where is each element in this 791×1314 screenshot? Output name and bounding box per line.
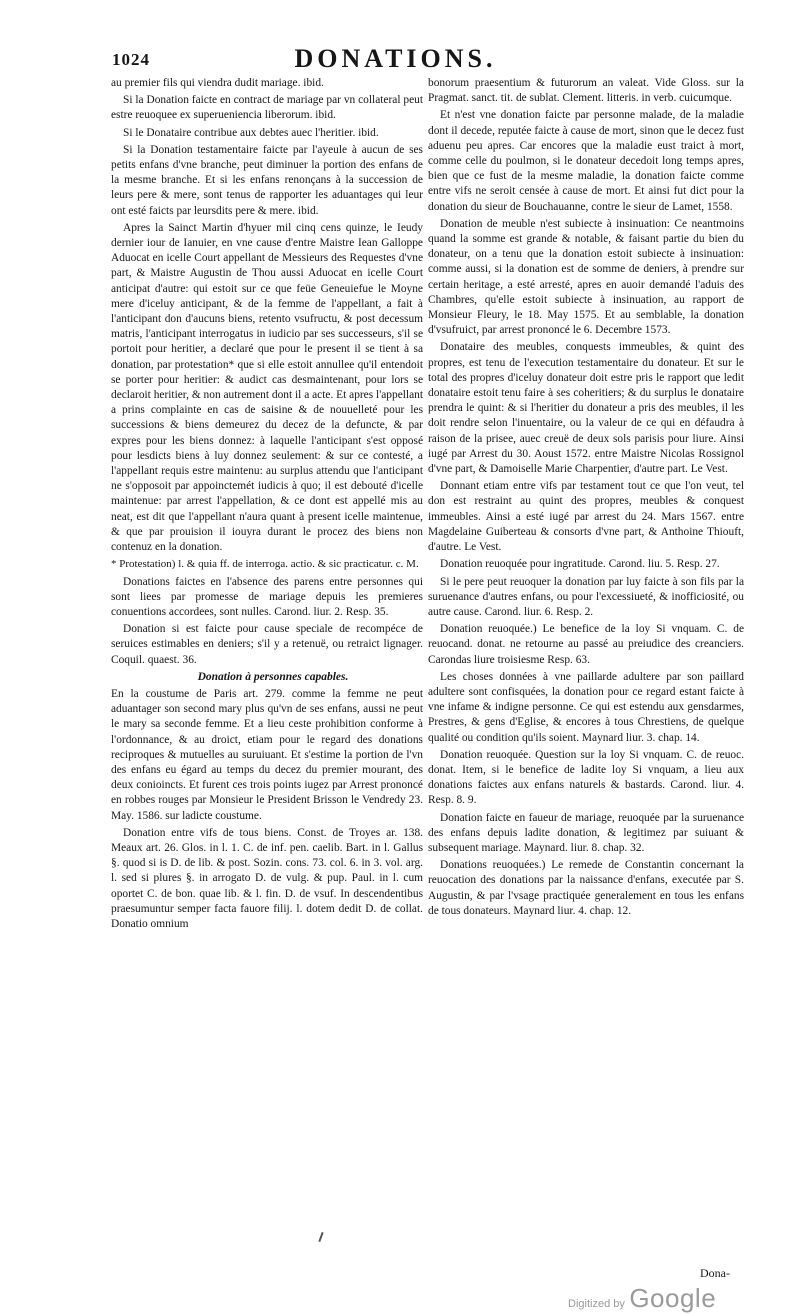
page-number: 1024 <box>112 50 150 69</box>
paragraph: Et n'est vne donation faicte par personne malade, de la maladie dont il decede, reputée faicte à cause de mort, sinon que le decez fust aduenu peu apres. Car encores que la maladie eust traict à mort, comme celle du poulmon, si le donateur decedoit long temps apres, bien que ce fust de la mesme maladie, la donation faicte comme entre vifs ne seroit censée à cause de mort. Et ainsi fut dict pour la donation du sieur de Bouchauanne, contre le sieur de Lamet, 1558. <box>428 109 744 213</box>
left-column <box>111 76 423 934</box>
paragraph: Si la Donation testamentaire faicte par l'ayeule à aucun de ses petits enfans d'vne branche, peut diminuer la portion des enfans de la mesme branche. Et si les enfans renonçans à la succession de leurs pere & mere, sont tenus de rapporter les aduantages qui leur ont esté faicts par leursdits pere & mere. ibid. <box>111 143 423 217</box>
paragraph: Les choses données à vne paillarde adultere par son paillard adultere sont confisquées, la donation pour ce regard estant faicte à vne infame & indigne personne. Ce qui est estendu aux gensdarmes, Prestres, & gens d'Eglise, & encores à tous Chrestiens, de quelque qualité ou condition qu'ils soient. Maynard liur. 3. chap. 14. <box>428 670 744 744</box>
paragraph: Donation faicte en faueur de mariage, reuoquée par la suruenance des enfans depuis ladite donation, & legitimez par suiuant & subsequent mariage. Maynard. liur. 8. chap. 32. <box>428 811 744 854</box>
paragraph: Si la Donation faicte en contract de mariage par vn collateral peut estre reuoquee ex superueniencia liberorum. ibid. <box>111 94 423 122</box>
right-column <box>428 76 744 921</box>
paragraph: Donations faictes en l'absence des parens entre personnes qui sont liees par promesse de mariage depuis les premieres conuentions accordees, sont nulles. Carond. liur. 2. Resp. 35. <box>111 575 423 618</box>
paragraph: Donation entre vifs de tous biens. Const. de Troyes ar. 138. Meaux art. 26. Glos. in l. 1. C. de inf. pen. caelib. Bart. in l. Gallus §. quod si is D. de lib. & post. Sozin. cons. 73. col. 6. in 3. vol. arg. l. sed si plures §. in arrogato D. de vulg. & pup. Paul. in l. cum oportet C. de bon. quae lib. & l. fin. D. de vsuf. In descendentibus praesumuntur semper facta fauore filij. l. dotem dedit D. de collat. Donatio omnium <box>111 826 423 930</box>
paragraph: au premier fils qui viendra dudit mariage. ibid. <box>111 77 324 89</box>
running-title: DONATIONS. <box>294 44 497 73</box>
paragraph: Donation reuoquée pour ingratitude. Carond. liu. 5. Resp. 27. <box>440 558 720 571</box>
marginal-note: * Protestation) l. & quia ff. de interroga. actio. & sic practicatur. c. M. <box>111 558 419 571</box>
stray-mark <box>318 1232 323 1242</box>
paragraph: Donation de meuble n'est subiecte à insinuation: Ce neantmoins quand la somme est grande & notable, & faisant partie du bien du donateur, on a tenu que la donation estoit subiecte à insinuation: comme aussi, si la donation est de somme de deniers, à prendre sur certain heritage, a esté arresté, apres en auoir demandé l'aduis des Chambres, qu'elle estoit subiecte à insinuation, au rapport de Monsieur Fleury, le 18. May 1575. Et au semblable, la donation d'vsufruict, par arrest prononcé le 6. Decembre 1573. <box>428 217 744 337</box>
paragraph: Donations reuoquées.) Le remede de Constantin concernant la reuocation des donations par la naissance d'enfans, executée par S. Augustin, & par l'vsage practiquée generalement en tous les enfans de tous donateurs. Maynard liur. 4. chap. 12. <box>428 859 744 917</box>
paragraph: Donnant etiam entre vifs par testament tout ce que l'on veut, tel don est restraint au quint des propres, meubles & conquest immeubles. Ainsi a esté iugé par arrest du 24. Mars 1567. entre Magdelaine Guiberteau & consorts d'vne part, & Anthoine Thiouft, d'autre. Le Vest. <box>428 480 744 554</box>
digitized-watermark <box>568 1283 716 1314</box>
paragraph: Donation reuoquée.) Le benefice de la loy Si vnquam. C. de reuocand. donat. ne retourne au passé au preiudice des creanciers. Carondas liure troisiesme Resp. 63. <box>428 623 744 666</box>
google-logo-text: Google <box>629 1283 717 1313</box>
paragraph: Donation reuoquée. Question sur la loy Si vnquam. C. de reuoc. donat. Item, si le benefice de ladite loy Si vnquam, a lieu aux donations faictes aux enfans naturels & bastards. Carond. liur. 4. Resp. 8. 9. <box>428 748 744 807</box>
section-heading: Donation à personnes capables. <box>197 670 349 683</box>
paragraph: Apres la Sainct Martin d'hyuer mil cinq cens quinze, le Ieudy dernier iour de Ianuier, en vne cause d'entre Maistre Iean Galloppe Aduocat en icelle Court appellant de Messieurs des Requestes d'vne part, & Maistre Augustin de Thou aussi Aduocat en icelle Court anticipat d'autre: qui estoit sur ce que feüe Geneuiefue le Moyne mere d'iceluy anticipant, & de la femme de l'appellant, a fait à l'anticipant don d'aucuns biens, retento vsufructu, & post decessum matris, l'anticipant interrogatus in iudicio par ses successeurs, s'il se portoit pour heritier, a declaré que pour le present il se tient à sa donation, par protestation* que si elle estoit annullee qu'il entendoit se porter pour heritier: & audict cas desmaintenant, pour lors se declaroit heritier, & non autrement dont il a acte. Et apres l'appellant a prins complainte en cas de saisine & de nouuelleté pour les successions & biens demeurez du decez de la defuncte, & par expres pour les biens donnez: à laquelle l'anticipant s'est opposé pour lesdicts biens à luy donnez seulement: & sur ce contesté, a l'appellant requis estre maintenu: au surplus attendu que l'anticipant ne s'opposoit par appoinctemét iudicis à quo; il est debouté d'icelle maintenue: par arrest l'appellation, & ce dont est appellé mis au neat, est dit que l'appellant n'aura quant à present icelle maintenue, & que par prouision il iouyra durant le procez des biens non contenuz en la donation. <box>111 221 423 554</box>
paragraph: Si le pere peut reuoquer la donation par luy faicte à son fils par la suruenance d'autres enfans, ou pour l'excessiueté, & inofficiosité, ou autre cause. Carond. liur. 6. Resp. 2. <box>428 575 744 618</box>
paragraph: Donation si est faicte pour cause speciale de recompéce de seruices estimables en deniers; s'il y a retenuë, ou retraict lignager. Coquil. quaest. 36. <box>111 623 423 666</box>
paragraph: En la coustume de Paris art. 279. comme la femme ne peut aduantager son second mary plus qu'vn de ses enfans, aussi ne peut le mary sa seconde femme. Et a lieu ceste prohibition conforme à l'ordonnance, & au droict, etiam pour le regard des donations reciproques & mutuelles au suruiuant. Et s'estime la portion de l'vn des enfans eu égard au temps du decez du premier mourant, des deux conioincts. Et furent ces trois points iugez par Arrest prononcé en robbes rouges par Monsieur le President Brisson le Vendredy 23. May. 1586. sur ladicte coustume. <box>111 687 423 822</box>
watermark-small-text: Digitized by <box>568 1298 625 1310</box>
catchword: Dona- <box>700 1266 730 1280</box>
paragraph: Donataire des meubles, conquests immeubles, & quint des propres, est tenu de l'execution testamentaire du donateur. Et sur le total des propres d'iceluy donateur doit estre pris le rapport que ledit donataire estoit tenu faire à ses coheritiers; & du surplus le donataire prendra le quint: & si l'heritier du donateur a pris des meubles, il les doit rendre selon l'inuentaire, ou la valeur de ce qui en défaudra à raison de la prisee, auec creuë de deux sols parisis pour liure. Ainsi iugé par Arrest du 30. Aoust 1572. entre Maistre Nicolas Rossignol d'vne part, & Damoiselle Marie Charpentier, d'autre part. Le Vest. <box>428 341 744 476</box>
paragraph: Si le Donataire contribue aux debtes auec l'heritier. ibid. <box>123 126 379 139</box>
paragraph: bonorum praesentium & futurorum an valeat. Vide Gloss. sur la Pragmat. sanct. tit. de sublat. Clement. litteris. in verb. cuicumque. <box>428 77 744 105</box>
